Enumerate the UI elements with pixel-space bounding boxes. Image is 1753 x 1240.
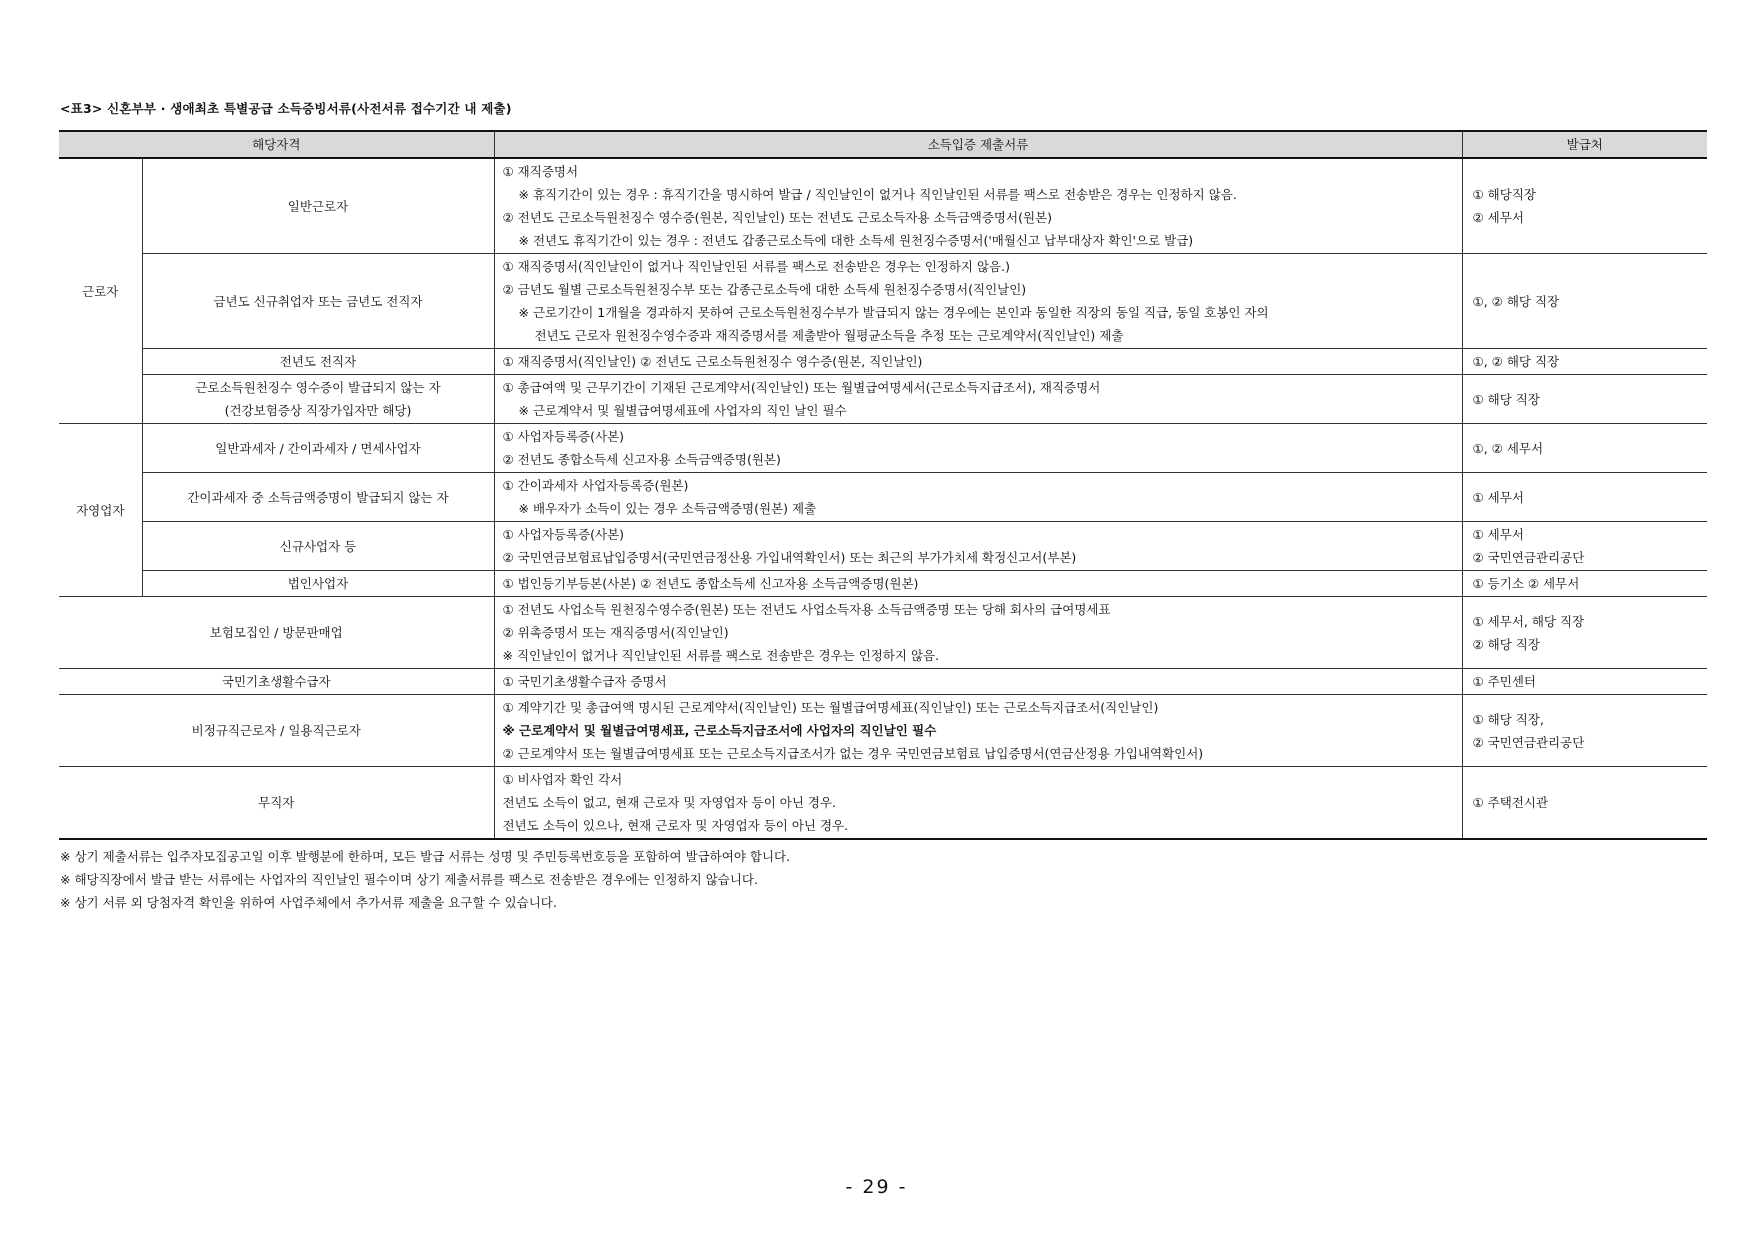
document-line: ※ 전년도 휴직기간이 있는 경우 : 전년도 갑종근로소득에 대한 소득세 원천징수증명서('매월신고 납부대상자 확인'으로 발급) — [518, 233, 1194, 248]
issuer-cell — [1462, 522, 1707, 571]
document-line: ※ 근로계약서 및 월별급여명세표, 근로소득지급조서에 사업자의 직인날인 필수 — [502, 723, 937, 738]
issuer-line: ① 주택전시관 — [1472, 795, 1549, 810]
issuer-line: ① 해당 직장, — [1472, 711, 1544, 727]
document-line: ① 재직증명서(직인날인) ② 전년도 근로소득원천징수 영수증(원본, 직인날인) — [502, 354, 923, 369]
issuer-line: ② 세무서 — [1472, 210, 1524, 225]
documents-cell — [494, 597, 1462, 669]
table-row — [59, 767, 1707, 840]
qualification-label: 간이과세자 중 소득금액증명이 발급되지 않는 자 — [187, 489, 449, 505]
qualification-label: 일반근로자 — [287, 198, 349, 214]
issuer-line: ① 등기소 ② 세무서 — [1472, 576, 1580, 591]
documents-cell — [494, 158, 1462, 254]
issuer-line: ① 해당 직장 — [1472, 391, 1540, 407]
qualification-label: 법인사업자 — [287, 576, 349, 591]
documents-cell — [494, 349, 1462, 375]
qualification-cell — [59, 767, 494, 840]
document-line: ① 비사업자 확인 각서 — [502, 772, 623, 787]
issuer-cell — [1462, 473, 1707, 522]
qualification-cell — [142, 522, 494, 571]
issuer-line: ① 해당직장 — [1472, 187, 1536, 202]
document-line: ① 전년도 사업소득 원천징수영수증(원본) 또는 전년도 사업소득자용 소득금액증명 또는 당해 회사의 급여명세표 — [502, 602, 1111, 617]
issuer-line: ① 세무서 — [1472, 489, 1524, 505]
table-row — [59, 669, 1707, 695]
document-line: ② 전년도 근로소득원천징수 영수증(원본, 직인날인) 또는 전년도 근로소득자용 소득금액증명서(원본) — [502, 210, 1052, 225]
documents-cell — [494, 375, 1462, 424]
documents-cell — [494, 695, 1462, 767]
document-line: 전년도 소득이 있으나, 현재 근로자 및 자영업자 등이 아닌 경우. — [502, 818, 849, 833]
issuer-cell — [1462, 375, 1707, 424]
issuer-line: ② 국민연금관리공단 — [1472, 550, 1585, 565]
footnotes — [60, 845, 790, 914]
issuer-cell — [1462, 571, 1707, 597]
qualification-cell — [142, 375, 494, 424]
qualification-cell — [59, 597, 494, 669]
qualification-cell — [142, 349, 494, 375]
qualification-cell — [59, 695, 494, 767]
document-line: ① 간이과세자 사업자등록증(원본) — [502, 478, 689, 493]
documents-cell — [494, 669, 1462, 695]
qualification-label: 금년도 신규취업자 또는 금년도 전직자 — [213, 293, 423, 309]
issuer-line: ① 세무서 — [1472, 527, 1524, 542]
issuer-line: ② 해당 직장 — [1472, 636, 1540, 652]
qualification-cell — [142, 424, 494, 473]
qualification-cell — [142, 473, 494, 522]
qualification-label: 전년도 전직자 — [279, 354, 357, 369]
header-qualification: 해당자격 — [59, 131, 494, 158]
documents-cell — [494, 424, 1462, 473]
income-documents-table — [59, 130, 1707, 840]
issuer-line: ①, ② 해당 직장 — [1472, 293, 1560, 309]
qualification-cell — [142, 254, 494, 349]
table-header-row — [59, 131, 1707, 158]
documents-cell — [494, 473, 1462, 522]
qualification-cell — [142, 158, 494, 254]
table-row — [59, 571, 1707, 597]
issuer-line: ① 주민센터 — [1472, 674, 1536, 689]
document-line: ① 재직증명서 — [502, 164, 579, 179]
document-line: ① 재직증명서(직인날인이 없거나 직인날인된 서류를 팩스로 전송받은 경우는 인정하지 않음.) — [502, 259, 1010, 274]
documents-cell — [494, 522, 1462, 571]
group-self-employed: 자영업자 — [59, 424, 142, 597]
footnote: ※ 상기 서류 외 당첨자격 확인을 위하여 사업주체에서 추가서류 제출을 요구할 수 있습니다. — [60, 895, 557, 910]
issuer-cell — [1462, 158, 1707, 254]
table-row — [59, 254, 1707, 349]
table-row — [59, 522, 1707, 571]
table-caption: <표3> 신혼부부 · 생애최초 특별공급 소득증빙서류(사전서류 접수기간 내 제출) — [60, 101, 512, 116]
document-line: 전년도 소득이 없고, 현재 근로자 및 자영업자 등이 아닌 경우. — [502, 795, 837, 810]
document-line: ② 국민연금보험료납입증명서(국민연금정산용 가입내역확인서) 또는 최근의 부가가치세 확정신고서(부본) — [502, 550, 1077, 565]
document-line: ※ 배우자가 소득이 있는 경우 소득금액증명(원본) 제출 — [518, 501, 817, 516]
qualification-label: 신규사업자 등 — [279, 538, 357, 554]
issuer-line: ① 세무서, 해당 직장 — [1472, 613, 1585, 629]
issuer-cell — [1462, 767, 1707, 840]
footnote: ※ 상기 제출서류는 입주자모집공고일 이후 발행분에 한하며, 모든 발급 서류는 성명 및 주민등록번호등을 포함하여 발급하여야 합니다. — [60, 849, 791, 864]
document-line: ① 사업자등록증(사본) — [502, 429, 625, 444]
issuer-cell — [1462, 349, 1707, 375]
group-employee: 근로자 — [59, 158, 142, 424]
document-line: ※ 근로기간이 1개월을 경과하지 못하여 근로소득원천징수부가 발급되지 않는 경우에는 본인과 동일한 직장의 동일 직급, 동일 호봉인 자의 — [518, 305, 1269, 320]
qualification-label: 국민기초생활수급자 — [221, 674, 331, 689]
document-line: ② 근로계약서 또는 월별급여명세표 또는 근로소득지급조서가 없는 경우 국민연금보험료 납입증명서(연금산정용 가입내역확인서) — [502, 746, 1204, 761]
qualification-label: 보험모집인 / 방문판매업 — [209, 625, 343, 640]
header-documents: 소득입증 제출서류 — [494, 131, 1462, 158]
issuer-cell — [1462, 669, 1707, 695]
document-line: ① 법인등기부등본(사본) ② 전년도 종합소득세 신고자용 소득금액증명(원본) — [502, 576, 919, 591]
header-issuer: 발급처 — [1462, 131, 1707, 158]
documents-cell — [494, 571, 1462, 597]
document-line: ② 위촉증명서 또는 재직증명서(직인날인) — [502, 625, 729, 640]
table-row — [59, 349, 1707, 375]
table-row — [59, 473, 1707, 522]
table-row — [59, 695, 1707, 767]
footnote: ※ 해당직장에서 발급 받는 서류에는 사업자의 직인날인 필수이며 상기 제출서류를 팩스로 전송받은 경우에는 인정하지 않습니다. — [60, 872, 758, 887]
document-line: ① 계약기간 및 총급여액 명시된 근로계약서(직인날인) 또는 월별급여명세표(직인날인) 또는 근로소득지급조서(직인날인) — [502, 700, 1159, 715]
table-row — [59, 158, 1707, 254]
qualification-label: 일반과세자 / 간이과세자 / 면세사업자 — [215, 440, 421, 456]
qualification-cell — [59, 669, 494, 695]
table-row — [59, 375, 1707, 424]
qualification-label: (건강보험증상 직장가입자만 해당) — [224, 403, 412, 418]
issuer-line: ①, ② 세무서 — [1472, 440, 1544, 456]
qualification-cell — [142, 571, 494, 597]
issuer-cell — [1462, 597, 1707, 669]
issuer-line: ② 국민연금관리공단 — [1472, 734, 1585, 750]
issuer-cell — [1462, 254, 1707, 349]
documents-cell — [494, 767, 1462, 840]
page-number: - 29 - — [845, 1176, 908, 1198]
qualification-label: 무직자 — [258, 795, 295, 810]
qualification-label: 근로소득원천징수 영수증이 발급되지 않는 자 — [195, 380, 441, 395]
document-line: ① 사업자등록증(사본) — [502, 527, 625, 542]
document-line: ② 전년도 종합소득세 신고자용 소득금액증명(원본) — [502, 452, 781, 467]
document-line: ② 금년도 월별 근로소득원천징수부 또는 갑종근로소득에 대한 소득세 원천징수증명서(직인날인) — [502, 282, 1027, 297]
document-line: ※ 근로계약서 및 월별급여명세표에 사업자의 직인 날인 필수 — [518, 403, 847, 418]
qualification-label: 비정규직근로자 / 일용직근로자 — [191, 723, 361, 738]
issuer-cell — [1462, 424, 1707, 473]
document-line: ※ 휴직기간이 있는 경우 : 휴직기간을 명시하여 발급 / 직인날인이 없거나 직인날인된 서류를 팩스로 전송받은 경우는 인정하지 않음. — [518, 187, 1237, 202]
issuer-line: ①, ② 해당 직장 — [1472, 354, 1560, 369]
document-line: 전년도 근로자 원천징수영수증과 재직증명서를 제출받아 월평균소득을 추정 또는 근로계약서(직인날인) 제출 — [534, 328, 1124, 343]
issuer-cell — [1462, 695, 1707, 767]
document-line: ※ 직인날인이 없거나 직인날인된 서류를 팩스로 전송받은 경우는 인정하지 않음. — [502, 648, 940, 663]
table-row — [59, 597, 1707, 669]
document-line: ① 총급여액 및 근무기간이 기재된 근로계약서(직인날인) 또는 월별급여명세서(근로소득지급조서), 재직증명서 — [502, 380, 1101, 395]
table-row — [59, 424, 1707, 473]
documents-cell — [494, 254, 1462, 349]
document-line: ① 국민기초생활수급자 증명서 — [502, 674, 667, 689]
